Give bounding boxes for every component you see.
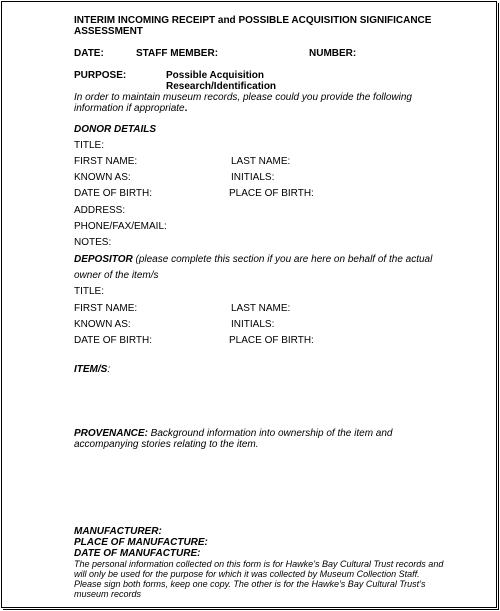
donor-title-label: TITLE: <box>74 140 105 151</box>
donor-address-label: ADDRESS: <box>74 205 126 216</box>
privacy-line1: The personal information collected on this form is for Hawke’s Bay Cultural Trust records and <box>74 559 444 569</box>
provenance-line2: accompanying stories relating to the item. <box>74 439 259 450</box>
donor-initials-label: INITIALS: <box>231 172 275 183</box>
items-heading: ITEM/S <box>74 364 108 375</box>
depositor-last-name-label: LAST NAME: <box>231 303 291 314</box>
provenance-line1: PROVENANCE: Background information into ownership of the item and <box>74 428 393 439</box>
depositor-first-name-label: FIRST NAME: <box>74 303 138 314</box>
donor-dob-label: DATE OF BIRTH: <box>74 188 152 199</box>
manufacturer-label: MANUFACTURER: <box>74 526 162 537</box>
donor-notes-label: NOTES: <box>74 237 112 248</box>
privacy-line2: will only be used for the purpose for which it was collected by Museum Collection Staff. <box>74 569 420 579</box>
provenance-heading: PROVENANCE: <box>74 428 148 439</box>
purpose-intro-line2: information if appropriate. <box>74 103 188 114</box>
purpose-intro-line1: In order to maintain museum records, please could you provide the following <box>74 92 412 103</box>
staff-member-label: STAFF MEMBER: <box>136 48 219 59</box>
depositor-heading-line <box>74 254 432 265</box>
date-label: DATE: <box>74 48 104 59</box>
purpose-label: PURPOSE: <box>74 70 127 81</box>
depositor-heading: DEPOSITOR <box>74 254 133 265</box>
items-heading-line: ITEM/S: <box>74 364 111 375</box>
place-of-manufacture-label: PLACE OF MANUFACTURE: <box>74 537 208 548</box>
depositor-initials-label: INITIALS: <box>231 319 275 330</box>
depositor-pob-label: PLACE OF BIRTH: <box>229 335 314 346</box>
purpose-possible-acquisition: Possible Acquisition <box>166 70 264 81</box>
donor-pob-label: PLACE OF BIRTH: <box>229 188 314 199</box>
privacy-line4: museum records <box>74 589 142 599</box>
privacy-line3: Please sign both forms, keep one copy. The other is for the Hawke’s Bay Cultural Trust’s <box>74 579 426 589</box>
number-label: NUMBER: <box>309 48 357 59</box>
donor-first-name-label: FIRST NAME: <box>74 156 138 167</box>
donor-phone-label: PHONE/FAX/EMAIL: <box>74 221 167 232</box>
form-title-line1: INTERIM INCOMING RECEIPT and POSSIBLE ACQUISITION SIGNIFICANCE <box>74 15 432 26</box>
depositor-note-line1: (please complete this section if you are here on behalf of the actual <box>132 254 433 265</box>
donor-known-as-label: KNOWN AS: <box>74 172 131 183</box>
donor-details-heading: DONOR DETAILS <box>74 124 157 135</box>
depositor-title-label: TITLE: <box>74 286 105 297</box>
purpose-research-identification: Research/Identification <box>166 81 277 92</box>
date-of-manufacture-label: DATE OF MANUFACTURE: <box>74 548 201 559</box>
depositor-dob-label: DATE OF BIRTH: <box>74 335 152 346</box>
donor-last-name-label: LAST NAME: <box>231 156 291 167</box>
form-title-line2: ASSESSMENT <box>74 26 143 37</box>
depositor-known-as-label: KNOWN AS: <box>74 319 131 330</box>
depositor-note-line2: owner of the item/s <box>74 270 159 281</box>
